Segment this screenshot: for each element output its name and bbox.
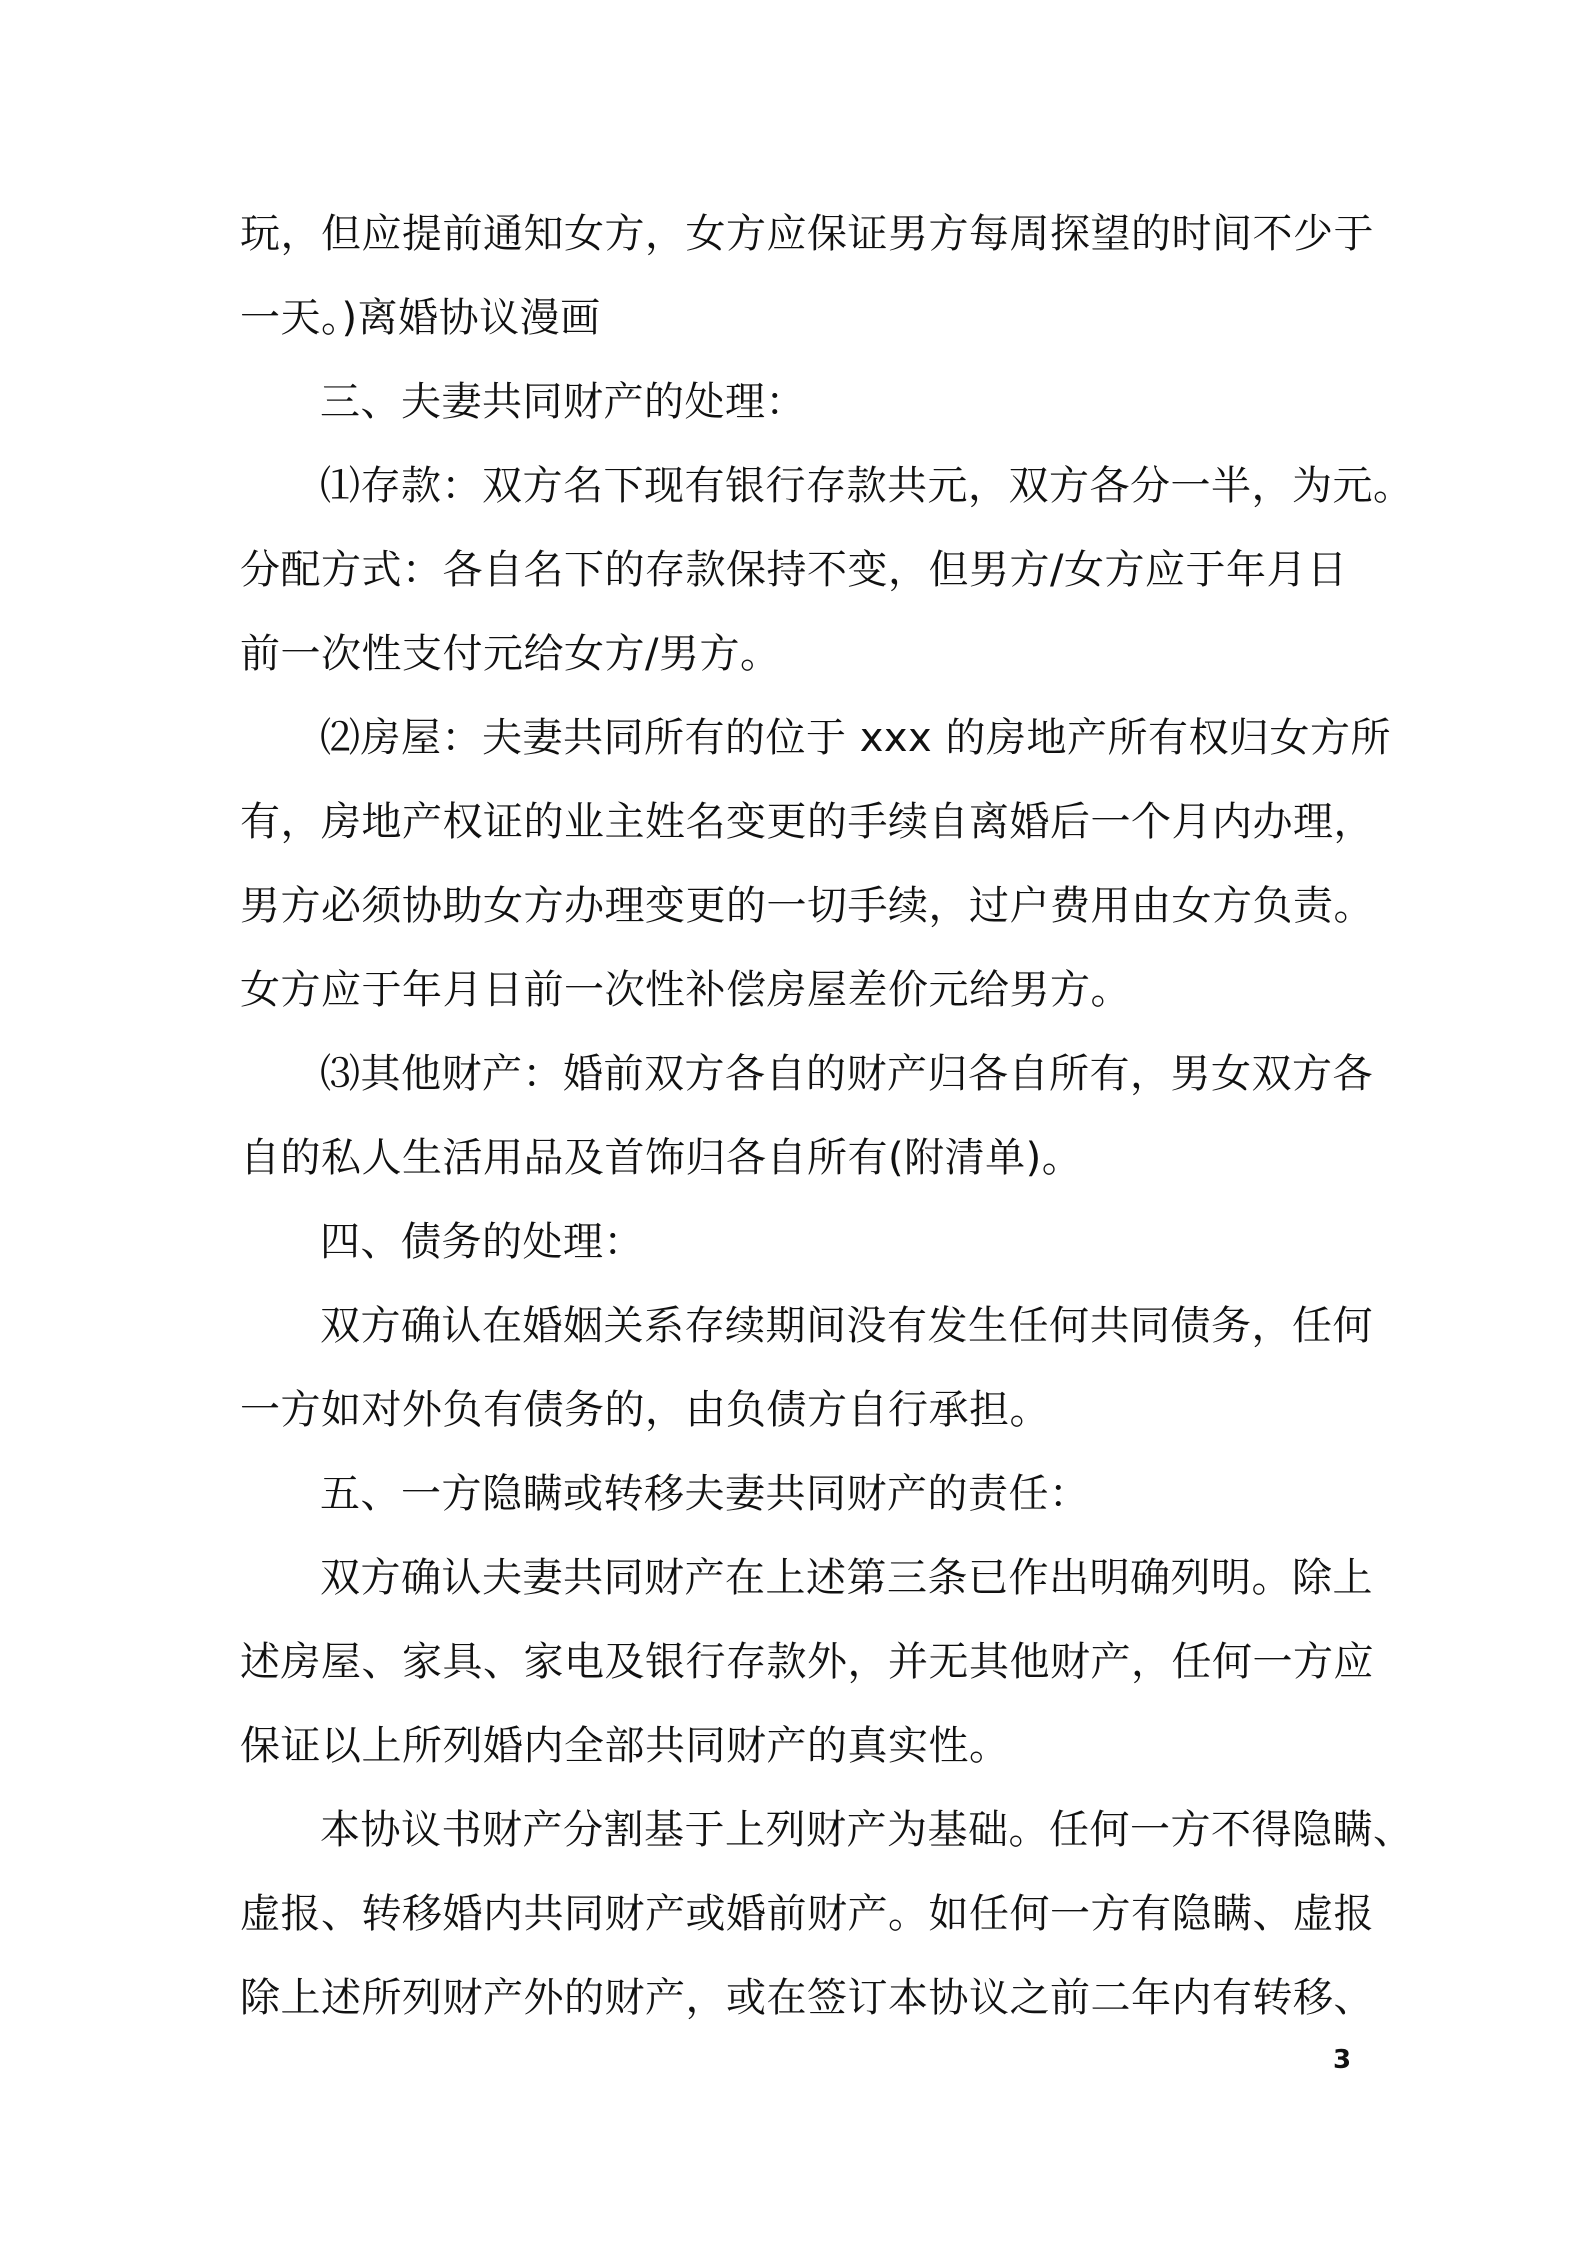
text-line: 女方应于年月日前一次性补偿房屋差价元给男方。	[240, 967, 1131, 1013]
text-line: 一天。)离婚协议漫画	[240, 295, 601, 341]
text-line: 除上述所列财产外的财产，或在签订本协议之前二年内有转移、	[240, 1975, 1374, 2021]
text-line: 分配方式：各自名下的存款保持不变，但男方/女方应于年月日	[240, 547, 1348, 593]
page-number: 3	[1333, 2045, 1352, 2075]
text-line: 双方确认夫妻共同财产在上述第三条已作出明确列明。除上	[320, 1555, 1373, 1601]
text-line: 双方确认在婚姻关系存续期间没有发生任何共同债务，任何	[320, 1303, 1373, 1349]
text-line: 玩，但应提前通知女方，女方应保证男方每周探望的时间不少于	[240, 211, 1374, 257]
document-body	[240, 192, 1414, 2040]
text-line: 自的私人生活用品及首饰归各自所有(附清单)。	[240, 1135, 1083, 1181]
text-line: 一方如对外负有债务的，由负债方自行承担。	[240, 1387, 1050, 1433]
section-heading: 三、夫妻共同财产的处理：	[320, 379, 806, 425]
text-line: 有，房地产权证的业主姓名变更的手续自离婚后一个月内办理，	[240, 799, 1374, 845]
text-line: ⑶其他财产：婚前双方各自的财产归各自所有，男女双方各	[320, 1051, 1373, 1097]
text-line: 本协议书财产分割基于上列财产为基础。任何一方不得隐瞒、	[320, 1807, 1414, 1853]
text-line: 前一次性支付元给女方/男方。	[240, 631, 781, 677]
text-line: 述房屋、家具、家电及银行存款外，并无其他财产，任何一方应	[240, 1639, 1374, 1685]
text-line: 男方必须协助女方办理变更的一切手续，过户费用由女方负责。	[240, 883, 1374, 929]
text-line: ⑴存款：双方名下现有银行存款共元，双方各分一半，为元。	[320, 463, 1414, 509]
text-line: 保证以上所列婚内全部共同财产的真实性。	[240, 1723, 1010, 1769]
text-line: 虚报、转移婚内共同财产或婚前财产。如任何一方有隐瞒、虚报	[240, 1891, 1374, 1937]
section-heading: 五、一方隐瞒或转移夫妻共同财产的责任：	[320, 1471, 1090, 1517]
text-line: ⑵房屋：夫妻共同所有的位于 xxx 的房地产所有权归女方所	[320, 715, 1391, 761]
section-heading: 四、债务的处理：	[320, 1219, 644, 1265]
